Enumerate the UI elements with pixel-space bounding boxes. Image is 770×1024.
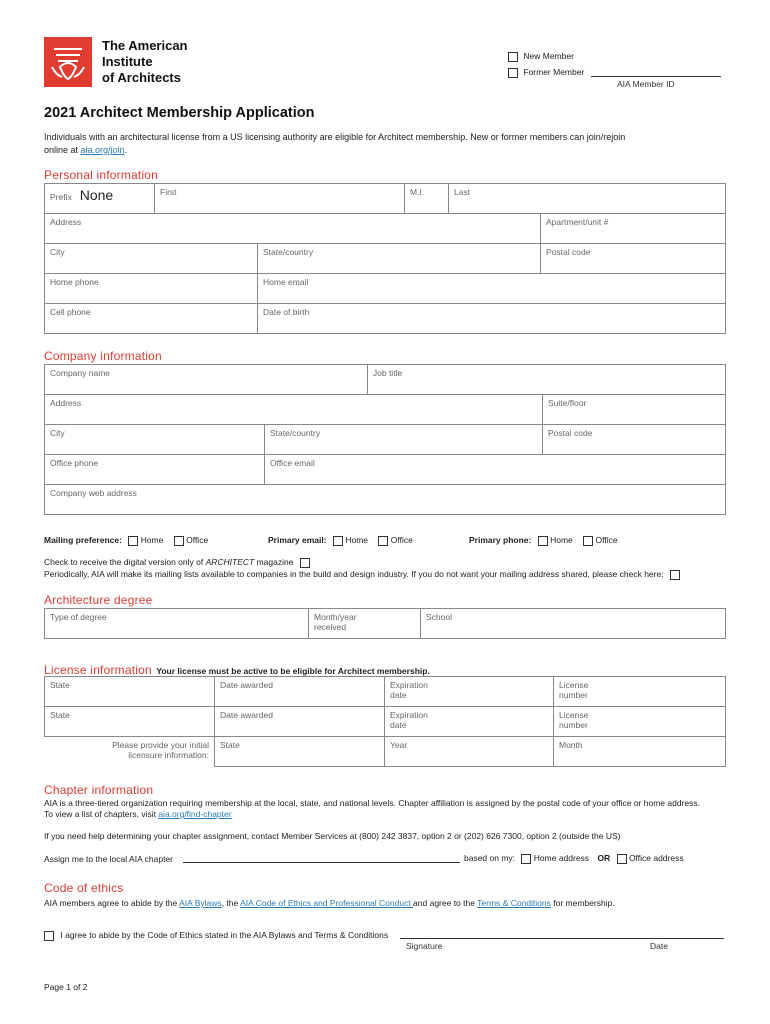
license-number-1[interactable] bbox=[554, 677, 726, 707]
bylaws-link[interactable]: AIA Bylaws bbox=[179, 898, 222, 908]
terms-link[interactable]: Terms & Conditions bbox=[477, 898, 551, 908]
initial-label-2: licensure information: bbox=[128, 750, 209, 760]
initial-state-label: State bbox=[220, 740, 240, 750]
office-address-label: Office address bbox=[628, 853, 684, 863]
cell-phone-field[interactable] bbox=[45, 304, 258, 334]
chapter-help: If you need help determining your chapter assignment, contact Member Services at (800) 242 3837, option 2 or (202) 626 7300, option 2 (outside the US) bbox=[44, 831, 621, 841]
phone-home-checkbox[interactable] bbox=[538, 536, 548, 546]
join-link[interactable]: aia.org/join bbox=[80, 145, 125, 155]
company-address-label: Address bbox=[50, 398, 82, 408]
home-phone-field[interactable] bbox=[45, 274, 258, 304]
phone-office-label: Office bbox=[595, 535, 618, 545]
home-phone-label: Home phone bbox=[50, 277, 99, 287]
initial-year-field[interactable] bbox=[385, 737, 554, 767]
company-city-field[interactable] bbox=[45, 425, 265, 455]
phone-office-checkbox[interactable] bbox=[583, 536, 593, 546]
page-title: 2021 Architect Membership Application bbox=[44, 105, 315, 121]
address-field[interactable] bbox=[45, 214, 541, 244]
company-heading: Company information bbox=[44, 349, 162, 363]
suite-field[interactable] bbox=[543, 395, 726, 425]
expiration-date-label: date bbox=[390, 690, 407, 700]
home-email-label: Home email bbox=[263, 277, 309, 287]
mi-label: M.I. bbox=[410, 187, 425, 197]
office-phone-label: Office phone bbox=[50, 458, 99, 468]
license-date-2[interactable] bbox=[215, 707, 385, 737]
initial-month-field[interactable] bbox=[554, 737, 726, 767]
last-name-field[interactable] bbox=[449, 184, 726, 214]
org-name-line-2: Institute bbox=[102, 54, 153, 69]
license-exp-1[interactable] bbox=[385, 677, 554, 707]
org-name-line-1: The American bbox=[102, 38, 188, 53]
intro-period: . bbox=[124, 145, 128, 155]
new-member-checkbox[interactable] bbox=[508, 52, 518, 62]
find-chapter-link[interactable]: aia.org/find-chapter bbox=[158, 809, 232, 819]
job-title-label: Job title bbox=[372, 368, 403, 378]
license-number-label: number bbox=[559, 690, 588, 700]
primary-phone-label: Primary phone: bbox=[469, 535, 532, 545]
school-field[interactable] bbox=[421, 609, 726, 639]
postal-field[interactable] bbox=[541, 244, 726, 274]
license-state-label: State bbox=[50, 680, 70, 690]
degree-heading: Architecture degree bbox=[44, 593, 153, 607]
office-email-label: Office email bbox=[270, 458, 315, 468]
intro-line-1: Individuals with an architectural license from a US licensing authority are eligible for Architect membership. New or former members can join/rejoin bbox=[44, 132, 626, 142]
member-id-label: AIA Member ID bbox=[617, 79, 675, 89]
address-label: Address bbox=[50, 217, 82, 227]
degree-month-label: Month/year bbox=[314, 612, 357, 622]
office-address-checkbox[interactable] bbox=[617, 854, 627, 864]
primary-email-row bbox=[268, 535, 413, 546]
agree-checkbox[interactable] bbox=[44, 931, 54, 941]
first-name-field[interactable] bbox=[155, 184, 405, 214]
prefix-value: None bbox=[79, 187, 114, 203]
email-home-checkbox[interactable] bbox=[333, 536, 343, 546]
signature-label: Signature bbox=[406, 941, 443, 951]
license-number-label: number bbox=[559, 720, 588, 730]
new-member-option bbox=[508, 51, 574, 62]
postal-label: Postal code bbox=[546, 247, 591, 257]
personal-table-2 bbox=[44, 213, 726, 334]
company-name-label: Company name bbox=[50, 368, 111, 378]
date-label: Date bbox=[650, 941, 668, 951]
magazine-name: ARCHITECT bbox=[205, 557, 255, 567]
mi-field[interactable] bbox=[405, 184, 449, 214]
ethics-text-4: for membership. bbox=[550, 898, 615, 908]
initial-month-label: Month bbox=[559, 740, 583, 750]
magazine-text: Check to receive the digital version only of bbox=[44, 557, 206, 567]
school-label: School bbox=[426, 612, 452, 622]
or-label: OR bbox=[597, 853, 611, 863]
license-state-2[interactable] bbox=[45, 707, 215, 737]
mailing-office-label: Office bbox=[186, 535, 209, 545]
mailing-lists-checkbox[interactable] bbox=[670, 570, 680, 580]
apt-label: Apartment/unit # bbox=[546, 217, 609, 227]
degree-received-label: received bbox=[314, 622, 347, 632]
mailing-office-checkbox[interactable] bbox=[174, 536, 184, 546]
home-email-field[interactable] bbox=[258, 274, 726, 304]
aia-eagle-icon bbox=[44, 37, 92, 87]
magazine-suffix: magazine bbox=[254, 557, 294, 567]
first-label: First bbox=[160, 187, 177, 197]
prefix-label: Prefix bbox=[50, 192, 72, 202]
chapter-heading: Chapter information bbox=[44, 783, 154, 797]
initial-year-label: Year bbox=[390, 740, 408, 750]
suite-label: Suite/floor bbox=[548, 398, 587, 408]
mailing-preference-row bbox=[44, 535, 208, 546]
based-on-label: based on my: bbox=[464, 853, 516, 863]
initial-licensure-prompt bbox=[45, 737, 215, 767]
signature-field[interactable] bbox=[400, 938, 724, 939]
company-postal-label: Postal code bbox=[548, 428, 593, 438]
license-date-1[interactable] bbox=[215, 677, 385, 707]
home-address-checkbox[interactable] bbox=[521, 854, 531, 864]
mailing-lists-row bbox=[44, 569, 764, 580]
email-home-label: Home bbox=[345, 535, 369, 545]
company-postal-field[interactable] bbox=[543, 425, 726, 455]
former-member-checkbox[interactable] bbox=[508, 68, 518, 78]
expiration-label: Expiration bbox=[390, 680, 428, 690]
former-member-option bbox=[508, 67, 584, 78]
initial-label-1: Please provide your initial bbox=[112, 740, 209, 750]
ethics-heading: Code of ethics bbox=[44, 881, 124, 895]
personal-table bbox=[44, 183, 726, 214]
agree-label: I agree to abide by the Code of Ethics stated in the AIA Bylaws and Terms & Conditions bbox=[60, 930, 389, 940]
company-state-field[interactable] bbox=[265, 425, 543, 455]
prefix-field[interactable] bbox=[45, 184, 155, 214]
dob-field[interactable] bbox=[258, 304, 726, 334]
mailing-home-checkbox[interactable] bbox=[128, 536, 138, 546]
office-phone-field[interactable] bbox=[45, 455, 265, 485]
assign-chapter-label: Assign me to the local AIA chapter bbox=[44, 854, 173, 864]
license-state-1[interactable] bbox=[45, 677, 215, 707]
license-heading: License information bbox=[44, 663, 152, 677]
ethics-text-3: and agree to the bbox=[413, 898, 478, 908]
intro-text bbox=[44, 131, 734, 157]
mailing-home-label: Home bbox=[140, 535, 164, 545]
degree-table bbox=[44, 608, 726, 639]
email-office-label: Office bbox=[390, 535, 413, 545]
license-exp-2[interactable] bbox=[385, 707, 554, 737]
chapter-name-field[interactable] bbox=[183, 862, 460, 863]
state-field[interactable] bbox=[258, 244, 541, 274]
home-address-label: Home address bbox=[533, 853, 590, 863]
magazine-row bbox=[44, 557, 310, 568]
license-label: License bbox=[559, 710, 589, 720]
org-name-line-3: of Architects bbox=[102, 70, 181, 85]
expiration-label: Expiration bbox=[390, 710, 428, 720]
magazine-checkbox[interactable] bbox=[300, 558, 310, 568]
mailing-pref-label: Mailing preference: bbox=[44, 535, 122, 545]
apt-field[interactable] bbox=[541, 214, 726, 244]
degree-type-field[interactable] bbox=[45, 609, 309, 639]
intro-line-2: online at bbox=[44, 145, 81, 155]
license-table bbox=[44, 676, 726, 767]
degree-date-field[interactable] bbox=[309, 609, 421, 639]
primary-email-label: Primary email: bbox=[268, 535, 327, 545]
city-label: City bbox=[50, 247, 65, 257]
ethics-text-2: , the bbox=[221, 898, 241, 908]
mailing-lists-text: Periodically, AIA will make its mailing lists available to companies in the build and design industry. If you do not want your mailing address shared, please check here: bbox=[44, 569, 664, 579]
company-state-label: State/country bbox=[270, 428, 321, 438]
personal-heading: Personal information bbox=[44, 168, 159, 182]
ethics-text bbox=[44, 898, 615, 908]
last-label: Last bbox=[454, 187, 471, 197]
ethics-text-1: AIA members agree to abide by the bbox=[44, 898, 180, 908]
initial-state-field[interactable] bbox=[215, 737, 385, 767]
company-city-label: City bbox=[50, 428, 65, 438]
company-table bbox=[44, 364, 726, 515]
degree-type-label: Type of degree bbox=[50, 612, 107, 622]
license-number-2[interactable] bbox=[554, 707, 726, 737]
chapter-text-1: AIA is a three-tiered organization requiring membership at the local, state, and national levels. Chapter affiliation is assigned by the postal code of your office or home address. bbox=[44, 798, 700, 808]
primary-phone-row bbox=[469, 535, 618, 546]
license-state-label: State bbox=[50, 710, 70, 720]
license-label: License bbox=[559, 680, 589, 690]
web-address-field[interactable] bbox=[45, 485, 726, 515]
code-of-ethics-link[interactable]: AIA Code of Ethics and Professional Conduct bbox=[240, 898, 414, 908]
date-awarded-label: Date awarded bbox=[220, 680, 273, 690]
page-number: Page 1 of 2 bbox=[44, 982, 88, 992]
office-email-field[interactable] bbox=[265, 455, 726, 485]
city-field[interactable] bbox=[45, 244, 258, 274]
license-note: Your license must be active to be eligible for Architect membership. bbox=[156, 666, 430, 676]
job-title-field[interactable] bbox=[367, 365, 725, 395]
member-id-field[interactable] bbox=[591, 76, 721, 77]
agree-row bbox=[44, 930, 388, 941]
state-label: State/country bbox=[263, 247, 314, 257]
former-member-label: Former Member bbox=[523, 67, 585, 77]
aia-logo bbox=[44, 37, 92, 87]
phone-home-label: Home bbox=[550, 535, 573, 545]
email-office-checkbox[interactable] bbox=[378, 536, 388, 546]
chapter-text bbox=[44, 798, 744, 820]
chapter-text-2: To view a list of chapters, visit bbox=[44, 809, 159, 819]
dob-label: Date of birth bbox=[263, 307, 310, 317]
chapter-basis-row bbox=[464, 853, 684, 864]
company-address-field[interactable] bbox=[45, 395, 543, 425]
expiration-date-label: date bbox=[390, 720, 407, 730]
new-member-label: New Member bbox=[523, 51, 574, 61]
org-name bbox=[102, 38, 188, 86]
date-awarded-label: Date awarded bbox=[220, 710, 273, 720]
cell-phone-label: Cell phone bbox=[50, 307, 91, 317]
company-name-field[interactable] bbox=[45, 365, 368, 395]
web-address-label: Company web address bbox=[50, 488, 137, 498]
